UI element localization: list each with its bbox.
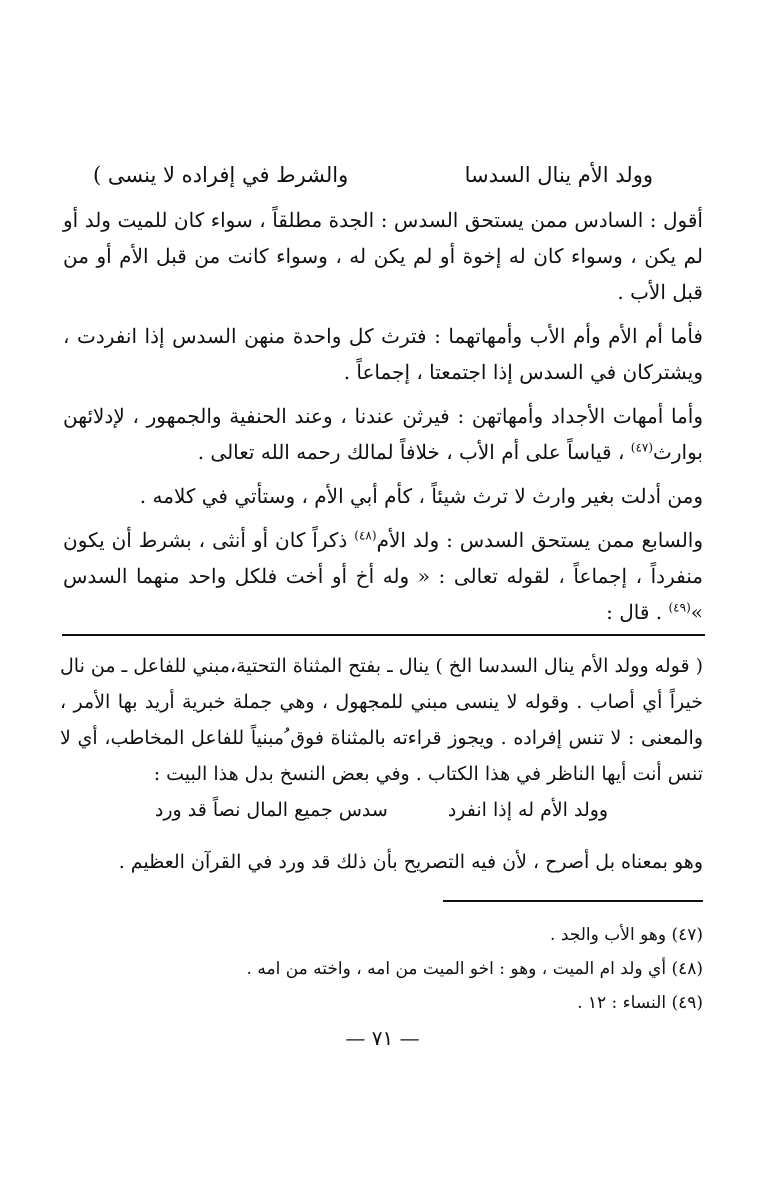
- paragraph-mothers: فأما أم الأم وأم الأب وأمهاتهما : فترث كل واحدة منهن السدس إذا انفردت ، ويشتركان في السدس إذا اجتمعتا ، إجماعاً .: [63, 324, 703, 384]
- commentary-section: [60, 648, 703, 880]
- commentary-paragraph-closing: وهو بمعناه بل أصرح ، لأن فيه التصريح بأن ذلك قد ورد في القرآن العظيم .: [118, 851, 703, 873]
- commentary-verse-first: وولد الأم له إذا انفرد: [447, 799, 609, 821]
- paragraph-text: ، قياساً على أم الأب ، خلافاً لمالك رحمه الله تعالى .: [197, 440, 625, 464]
- paragraph-text: ذكراً كان أو أنثى ، بشرط أن يكون منفرداً ، إجماعاً ، لقوله تعالى : « وله أخ أو أخت فلكل واحد منهما السدس »: [63, 528, 703, 624]
- paragraph-text: والسابع ممن يستحق السدس : ولد الأم: [376, 528, 704, 552]
- commentary-verse: [60, 792, 703, 828]
- poem-verse: [93, 160, 653, 190]
- footnote-ref-49[interactable]: (٤٩): [668, 600, 691, 615]
- paragraph-mothers-child: [63, 522, 703, 630]
- footnote-ref-47[interactable]: (٤٧): [630, 440, 654, 455]
- footnotes-divider: [443, 900, 703, 902]
- verse-hemistich-second: والشرط في إفراده لا ينسى ): [93, 163, 349, 187]
- paragraph-text: . قال :: [606, 600, 663, 624]
- footnote-47: (٤٧) وهو الأب والجد .: [550, 925, 703, 945]
- paragraph-grandmother: أقول : السادس ممن يستحق السدس : الجدة مطلقاً ، سواء كان للميت ولد أو لم يكن ، وسواء كان له إخوة أو لم يكن له ، وسواء كانت من قبل الأم أو من قبل الأب .: [63, 208, 703, 304]
- footnotes: [103, 918, 703, 1020]
- paragraph-grandfathers-mothers: [63, 398, 703, 470]
- page-number: — ٧١ —: [345, 1026, 420, 1050]
- commentary-verse-second: سدس جميع المال نصاً قد ورد: [154, 799, 388, 821]
- verse-hemistich-first: وولد الأم ينال السدسا: [464, 163, 653, 187]
- footnote-ref-48[interactable]: (٤٨): [354, 528, 377, 543]
- paragraph-non-heir: ومن أدلت بغير وارث لا ترث شيئاً ، كأم أبي الأم ، وستأتي في كلامه .: [139, 484, 703, 508]
- main-text: [63, 202, 703, 638]
- footnote-49: (٤٩) النساء : ١٢ .: [577, 993, 703, 1013]
- commentary-divider: [62, 634, 705, 636]
- footnote-48: (٤٨) أي ولد ام الميت ، وهو : اخو الميت من امه ، واخته من امه .: [246, 959, 703, 979]
- paragraph-text: وأما أمهات الأجداد وأمهاتهن : فيرثن عندنا ، وعند الحنفية والجمهور ، لإدلائهن بوارث: [63, 404, 703, 464]
- commentary-paragraph: ( قوله وولد الأم ينال السدسا الخ ) ينال ـ بفتح المثناة التحتية،مبني للفاعل ـ من نال خيراً أي أصاب . وقوله لا ينسى مبني للمجهول ، وهي جملة خبرية أريد بها الأمر ، والمعنى : لا تنس إفراده . ويجوز قراءته بالمثناة فوق ُمبنياً للفاعل المخاطب، أي لا تنس أنت أيها الناظر في هذا الكتاب . وفي بعض النسخ بدل هذا البيت :: [60, 655, 703, 785]
